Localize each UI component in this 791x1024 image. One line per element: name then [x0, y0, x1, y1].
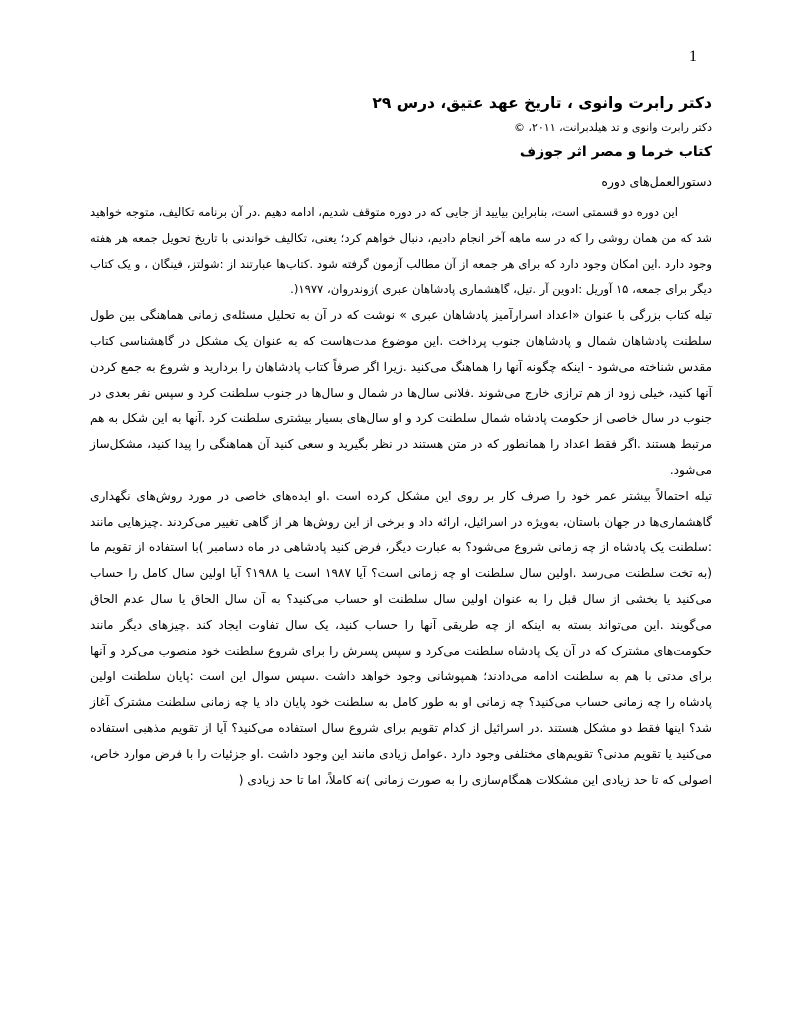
document-title: دکتر رابرت وانوی ، تاریخ عهد عتیق، درس ۲۹ — [372, 94, 712, 112]
copyright-line: دکتر رابرت وانوی و تد هیلدبرانت، ۲۰۱۱، © — [513, 121, 712, 134]
paragraph-thiele-book: تیله کتاب بزرگی با عنوان «اعداد اسرارآمیز پادشاهان عبری » نوشت که در آن به تحلیل مسئله‌ی زمانی هماهنگی بین طول سلطنت پادشاهان شمال و پادشاهان جنوب پرداخت .این موضوع مدت‌هاست که به عنوان یک مشکل در گاهشناسی کتاب مقدس شناخته می‌شود - اینکه چگونه آنها را هماهنگ می‌کنید .زیرا اگر صرفاً کتاب پادشاهان را بردارید و شروع به جمع کردن آنها کنید، خیلی زود از هم ترازی خارج می‌شوند .فلانی سال‌ها در شمال و سال‌ها در جنوب سلطنت کرد و سپس نفر بعدی در جنوب در سال خاصی از حکومت پادشاه شمال سلطنت کرد و او سال‌های بسیار بیشتری سلطنت کرد .آنها به این شکل به هم مرتبط هستند .اگر فقط اعداد را همانطور که در متن هستند در نظر بگیرید و سعی کنید آن هماهنگی را پیدا کنید، مشکل‌ساز می‌شود. — [90, 308, 712, 477]
lesson-subtitle: کتاب خرما و مصر اثر جوزف — [519, 144, 712, 160]
document-body — [90, 92, 712, 793]
paragraph-course-instructions: این دوره دو قسمتی است، بنابراین بیایید از جایی که در دوره متوقف شدیم، ادامه دهیم .در آن برنامه تکالیف، متوجه خواهید شد که من همان روشی را که در سه ماهه آخر انجام دادیم، دنبال خواهم کرد؛ یعنی، تکالیف خواندنی با تاریخ تحویل جمعه هر هفته وجود دارد .این امکان وجود دارد که برای هر جمعه از آن مطالب آزمون گرفته شود .کتاب‌ها عبارتند از :شولتز، فینگان ، و یک کتاب دیگر برای جمعه، ۱۵ آوریل :ادوین آر .تیل، گاهشماری پادشاهان عبری )زوندروان، ۱۹۷۷(. — [90, 205, 712, 297]
page-number: 1 — [689, 48, 697, 65]
paragraph-thiele-methods: تیله احتمالاً بیشتر عمر خود را صرف کار بر روی این مشکل کرده است .او ایده‌های خاصی در مورد روش‌های نگهداری گاهشماری‌ها در جهان باستان، به‌ویژه در اسرائیل، ارائه داد و برخی از این روش‌ها هر از گاهی تغییر می‌کردند .چیزهایی مانند :سلطنت یک پادشاه از چه زمانی شروع می‌شود؟ به عبارت دیگر، فرض کنید پادشاهی در ماه دسامبر )با استفاده از تقویم ما (به تخت سلطنت می‌رسد .اولین سال سلطنت او چه زمانی است؟ آیا ۱۹۸۷ است یا ۱۹۸۸؟ آیا اولین سال کامل را حساب می‌کنید یا بخشی از سال قبل را به عنوان اولین سال سلطنت او حساب می‌کنید؟ به آن سال الحاق یا سال عدم الحاق می‌گویند .این می‌تواند بسته به اینکه از چه طریقی آنها را حساب کنید، یک سال تفاوت ایجاد کند .چیزهای دیگر مانند حکومت‌های مشترک که در آن یک پادشاه سلطنت می‌کرد و سپس پسرش را برای شروع سلطنت خود منصوب می‌کرد و آنها برای مدتی با هم به سلطنت ادامه می‌دادند؛ همپوشانی وجود خواهد داشت .سپس سوال این است :پایان سلطنت اولین پادشاه را چه زمانی حساب می‌کنید؟ چه زمانی او به طور کامل به سلطنت خود پایان داد یا چه زمانی سلطنت مشترک آغاز شد؟ اینها فقط دو مشکل هستند .در اسرائیل از کدام تقویم برای شروع سال استفاده می‌کنید؟ آیا از تقویم مذهبی استفاده می‌کنید یا تقویم مدنی؟ تقویم‌های مختلفی وجود دارد .عوامل زیادی مانند این وجود داشت .او جزئیات را با فرض موارد خاص، اصولی که تا حد زیادی این مشکلات همگام‌سازی را به صورت زمانی )نه کاملاً، اما تا حد زیادی ( — [90, 488, 712, 787]
section-heading: دستورالعمل‌های دوره — [601, 174, 712, 189]
